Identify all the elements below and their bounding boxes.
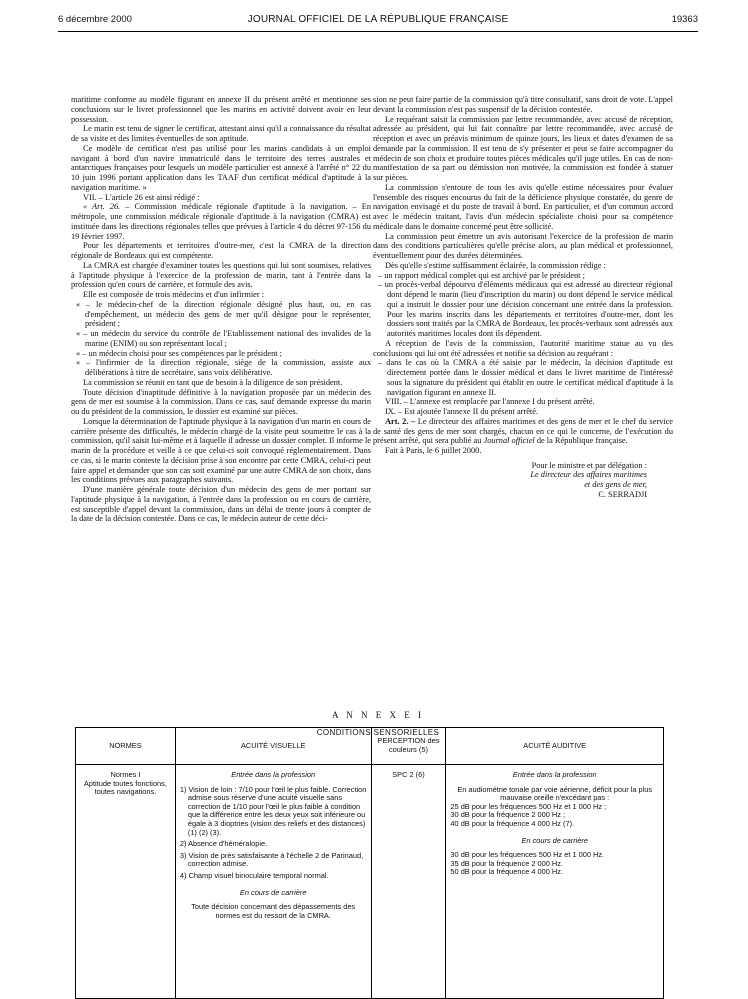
threshold-line: 30 dB pour les fréquences 500 Hz et 1 000 Hz.: [450, 850, 605, 860]
paragraph: Fait à Paris, le 6 juillet 2000.: [385, 446, 482, 455]
threshold-line: 40 dB pour la fréquence 4 000 Hz (7).: [450, 818, 575, 828]
header-date: 6 décembre 2000: [58, 14, 132, 25]
article-text: Le directeur des affaires maritimes et des gens de mer et le chef du service de santé des gens de mer sont chargés, chacun en ce qui le concerne, de l'exécution du présent arrêté, qui sera publié au: [373, 416, 673, 446]
criterion-item: 2) Absence d'héméralopie.: [179, 839, 268, 849]
criterion-text: Toute décision concernant des dépassements des normes est du ressort de la CMRA.: [191, 902, 356, 920]
paragraph: La commission se réunit en tant que de besoin à la diligence de son président.: [83, 377, 343, 387]
journal-title: JOURNAL OFFICIEL DE LA RÉPUBLIQUE FRANÇAISE: [247, 14, 509, 25]
paragraph: IX. – Est ajoutée l'annexe II du présent arrêté.: [385, 407, 539, 416]
list-item: – dans le cas où la CMRA a été saisie par le médecin, la décision d'aptitude est directement portée dans le dossier médical et dans le livret maritime de l'intéressé sous la signature du président qui établit en outre le certificat médical d'aptitude à la navigation figurant en annexe II.: [378, 358, 673, 397]
annex-title: A N N E X E I: [332, 710, 424, 720]
paragraph: La commission s'entoure de tous les avis qu'elle estime nécessaires pour évaluer l'ensemble des risques encourus du fait de la déficience physique constatée, du genre de navigation envisagé et du poste de travail à bord. En particulier, et d'un commun accord avec le médecin traitant, l'avis d'un médecin spécialiste choisi pour sa compétence médicale dans le domaine concerné peut être sollicité.: [373, 182, 673, 231]
list-item: « – un médecin du service du contrôle de l'Etablissement national des invalides de la marine (ENIM) ou son représentant local ;: [76, 329, 371, 348]
paragraph: Le marin est tenu de signer le certificat, attestant ainsi qu'il a connaissance du résultat de sa visite et des limites éventuelles de son aptitude.: [71, 124, 371, 143]
table-row: [76, 765, 664, 999]
list-item: – un procès-verbal dépourvu d'éléments médicaux qui est adressé au directeur régional dont dépend le marin (lieu d'inscription du marin) ou dont dépend le service médical qui a instruit le dossier pour une décision concernant une entrée dans la profession. Pour les marins inscrits dans les départements et territoires d'outre-mer, dont les dossiers sont traités par la CMRA de Bordeaux, les procès-verbaux sont adressés aux autorités maritimes locales dont ils dépendent.: [378, 280, 673, 338]
paragraph: Ce modèle de certificat n'est pas utilisé pour les marins candidats à un emploi navigant à bord d'un navire immatriculé dans le territoire des terres australes et antarctiques françaises pour lesquels un modèle particulier est annexé à l'arrêté n° 22 du 10 juin 1996 portant application dans les TAAF d'un certificat médical d'aptitude à la navigation maritime. »: [71, 143, 371, 192]
right-column: [373, 95, 673, 499]
section-heading: Entrée dans la profession: [231, 770, 316, 779]
page-header: [58, 14, 698, 28]
paragraph: La CMRA est chargée d'examiner toutes les questions qui lui sont soumises, relatives à l'aptitude physique à l'exercice de la profession de marin, tant à l'entrée dans la profession qu'en cours de carrière, et formule des avis.: [71, 260, 371, 290]
paragraph: Lorsque la détermination de l'aptitude physique à la navigation d'un marin en cours de carrière présente des difficultés, le médecin chargé de la visite peut soumettre le cas à la commission, qu'il saisit lui-même et à laquelle il adresse un dossier complet. Il informe le marin de la procédure et veille à ce que celui-ci soit convoqué réglementairement. Dans ce cas, si le marin conteste la décision prise à son encontre par cette CMRA, celui-ci peut faire appel et demander que son cas soit examiné par une autre CMRA de son choix, dans les conditions prévues aux paragraphes suivants.: [71, 416, 371, 485]
article-label: Art. 2. –: [385, 416, 416, 426]
list-item: « – le médecin-chef de la direction régionale désigné plus haut, ou, en cas d'empêchement, un médecin des gens de mer qu'il désigne pour le représenter, président ;: [76, 299, 371, 329]
section-heading: En cours de carrière: [239, 887, 307, 897]
paragraph: La commission peut émettre un avis autorisant l'exercice de la profession de marin dans des conditions particulières qu'elle précise alors, au plan médical et professionnel, éventuellement pour des durées déterminées.: [373, 231, 673, 260]
list-item: « – l'infirmier de la direction régionale, siège de la commission, assiste aux délibérations à titre de secrétaire, sans voix délibérative.: [76, 358, 371, 377]
acuite-visuelle-cell: [175, 765, 371, 999]
normes-cell: [76, 765, 176, 999]
signature-name: C. SERRADJI: [598, 489, 647, 499]
criterion-item: 3) Vision de près satisfaisante à l'échelle 2 de Parinaud, correction admise.: [179, 850, 364, 869]
list-item: « – un médecin choisi pour ses compétences par le président ;: [76, 348, 282, 358]
section-heading: En cours de carrière: [521, 835, 588, 845]
criterion-item: 4) Champ visuel binoculaire temporal normal.: [179, 870, 329, 880]
header-rule: [58, 31, 698, 32]
left-column: [71, 95, 371, 524]
paragraph: Toute décision d'inaptitude définitive à la navigation proposée par un médecin des gens de mer est soumise à la commission. Dans ce cas, sauf demande expresse du marin ou du président de la commission, le dossier est examiné sur pièces.: [71, 387, 371, 416]
journal-name: Journal officiel: [483, 436, 535, 446]
criterion-text: En audiométrie tonale par voie aérienne, déficit pour la plus mauvaise oreille n'excédant pas :: [457, 784, 653, 803]
threshold-line: 30 dB pour la fréquence 2 000 Hz ;: [450, 810, 566, 820]
article-26-paragraph: [71, 202, 371, 241]
paragraph: Dès qu'elle s'estime suffisamment éclairée, la commission rédige :: [385, 260, 606, 270]
threshold-line: 35 dB pour la fréquence 2 000 Hz.: [450, 858, 563, 868]
paragraph: VIII. – L'annexe est remplacée par l'annexe I du présent arrêté.: [385, 397, 595, 407]
column-header: ACUITÉ AUDITIVE: [446, 728, 664, 765]
signature-block: [373, 461, 673, 499]
paragraph: Pour les départements et territoires d'outre-mer, c'est la CMRA de la direction régionale de Bordeaux qui est compétente.: [71, 241, 371, 260]
article-label: « Art. 26. –: [83, 202, 130, 212]
column-header: PERCEPTION des couleurs (5): [371, 728, 446, 765]
perception-couleurs-cell: SPC 2 (6): [371, 765, 446, 999]
paragraph: sion ne peut faire partie de la commission qu'à titre consultatif, sans droit de vote. L'appel devant la commission n'est pas suspensif de la décision contestée.: [373, 95, 673, 114]
article-text-end: de la République française.: [536, 436, 628, 446]
article-text: Commission médicale régionale d'aptitude à la navigation. – En métropole, une commission médicale régionale d'aptitude à la navigation (CMRA) est instituée dans les directions régionales telles que prévues à l'article 4 du décret 97-156 du 19 février 1997.: [71, 202, 371, 241]
list-item: – un rapport médical complet qui est archivé par le président ;: [378, 270, 585, 280]
normes-label: Normes I: [110, 770, 141, 779]
threshold-line: 25 dB pour les fréquences 500 Hz et 1 000 Hz ;: [450, 801, 607, 811]
paragraph: VII. – L'article 26 est ainsi rédigé :: [83, 192, 200, 202]
paragraph: D'une manière générale toute décision d'un médecin des gens de mer portant sur l'aptitude physique à la navigation, à l'entrée dans la profession ou en cours de carrière, est susceptible d'appel devant la commission, dans un délai de trente jours à compter de la date de la décision contestée. Dans ce cas, le médecin auteur de cette déci-: [71, 485, 371, 524]
paragraph: Elle est composée de trois médecins et d'un infirmier :: [83, 290, 265, 299]
column-header: ACUITÉ VISUELLE: [175, 728, 371, 765]
paragraph: Le requérant saisit la commission par lettre recommandée, avec accusé de réception, adressée au président, qui lui fait connaître par lettre recommandée, avec accusé de réception et avec un préavis minimum de quinze jours, les lieux et dates d'examen de sa demande par la commission. Il est tenu de s'y présenter et peut se faire accompagner du médecin de son choix et produire toutes pièces médicales qu'il juge utiles. En cas de non-manifestation de sa part ou démission non motivée, la commission est fondée à statuer sur pièces.: [373, 114, 673, 182]
paragraph: A réception de l'avis de la commission, l'autorité maritime statue au vu des conclusions qui lui ont été adressées et notifie sa décision au requérant :: [373, 338, 673, 358]
table-header-row: [76, 728, 664, 765]
article-2-paragraph: [373, 417, 673, 446]
signature-line: Le directeur des affaires maritimes: [530, 470, 647, 480]
section-heading: Entrée dans la profession: [512, 770, 597, 779]
page-number: 19363: [671, 14, 698, 25]
annex-table: [75, 727, 664, 999]
criterion-item: 1) Vision de loin : 7/10 pour l'œil le plus faible. Correction admise sous réserve d'une acuité visuelle sans correction de 1/10 pour l'œil le plus faible à condition que la différence entre les deux yeux soit inférieure ou égale à 3 dioptries (vision des reliefs et des distances) (1) (2) (3).: [179, 784, 367, 837]
acuite-auditive-cell: [446, 765, 664, 999]
paragraph: maritime conforme au modèle figurant en annexe II du présent arrêté et mentionne ses conclusions sur le livret professionnel que les marins en activité doivent avoir en leur possession.: [71, 95, 371, 124]
signature-line: et des gens de mer,: [584, 479, 647, 489]
annex-subtitle: CONDITIONS SENSORIELLES: [316, 728, 440, 737]
signature-line: Pour le ministre et par délégation :: [531, 460, 647, 470]
column-header: NORMES: [76, 728, 176, 765]
normes-description: Aptitude toutes fonctions, toutes navigations.: [83, 778, 167, 797]
threshold-line: 50 dB pour la fréquence 4 000 Hz.: [450, 867, 563, 877]
